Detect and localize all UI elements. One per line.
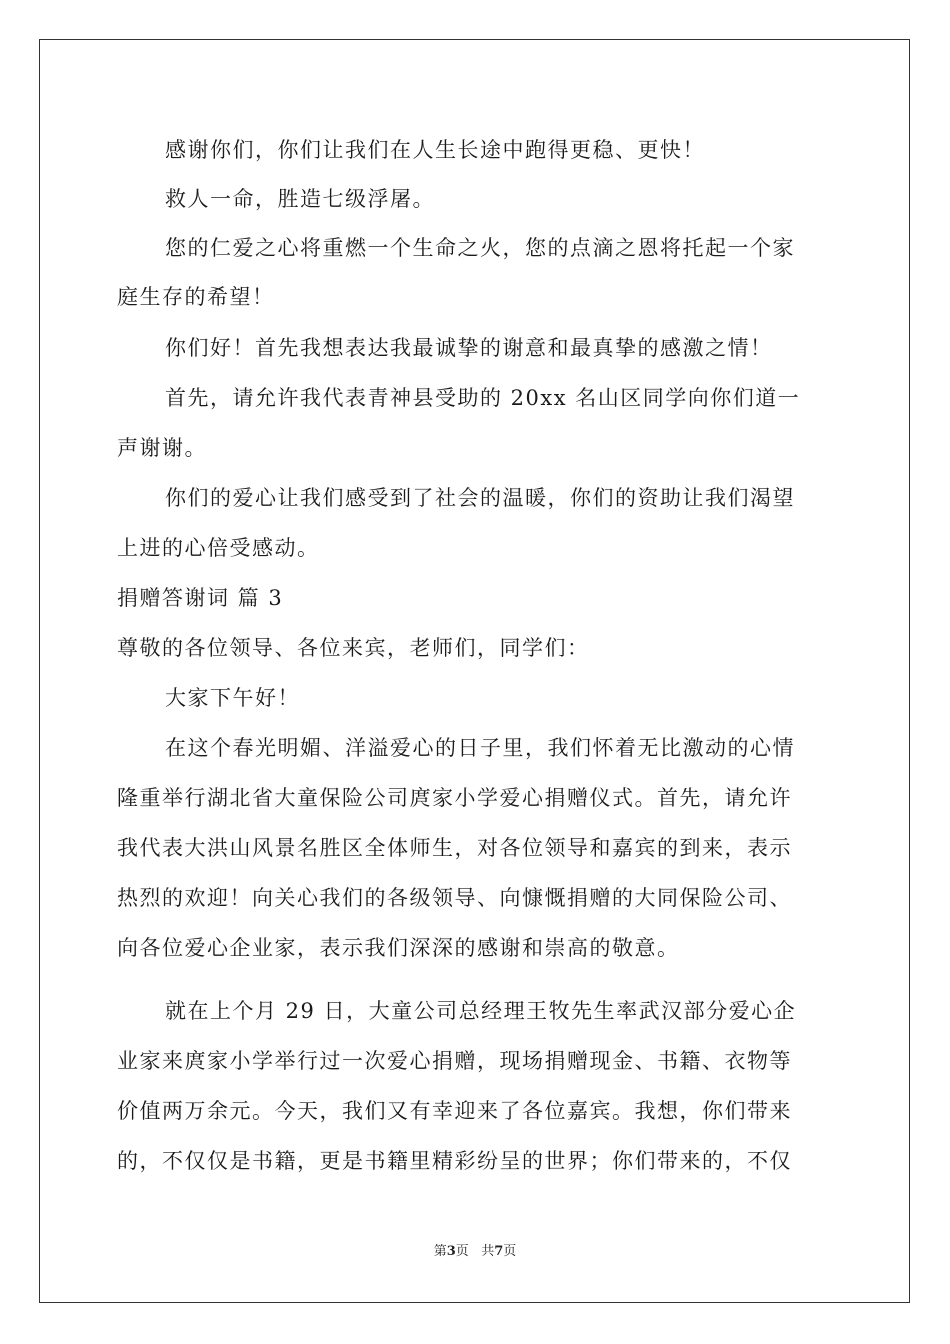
paragraph-line: 价值两万余元。今天，我们又有幸迎来了各位嘉宾。我想，你们带来 [117,1099,792,1123]
total-pages: 7 [494,1244,504,1259]
paragraph-line: 救人一命，胜造七级浮屠。 [165,187,435,211]
paragraph-line: 你们好！首先我想表达我最诚挚的谢意和最真挚的感激之情！ [165,336,773,360]
paragraph-line: 业家来庹家小学举行过一次爱心捐赠，现场捐赠现金、书籍、衣物等 [117,1049,792,1073]
page-prefix: 第 [433,1244,447,1259]
salutation: 尊敬的各位领导、各位来宾，老师们，同学们： [117,636,590,660]
paragraph-line: 你们的爱心让我们感受到了社会的温暖，你们的资助让我们渴望 [165,486,795,510]
section-heading: 捐赠答谢词 篇 3 [117,586,284,610]
total-prefix: 共 [481,1244,495,1259]
paragraph-line: 您的仁爱之心将重燃一个生命之火，您的点滴之恩将托起一个家 [165,236,795,260]
paragraph-line: 首先，请允许我代表青神县受助的 20xx 名山区同学向你们道一 [165,386,801,410]
paragraph-line: 上进的心倍受感动。 [117,536,320,560]
paragraph-line: 感谢你们，你们让我们在人生长途中跑得更稳、更快！ [165,138,705,162]
paragraph-line: 向各位爱心企业家，表示我们深深的感谢和崇高的敬意。 [117,936,680,960]
total-suffix: 页 [503,1244,517,1259]
paragraph-line: 庭生存的希望！ [117,285,275,309]
paragraph-line: 我代表大洪山风景名胜区全体师生，对各位领导和嘉宾的到来，表示 [117,836,792,860]
paragraph-line: 在这个春光明媚、洋溢爱心的日子里，我们怀着无比激动的心情 [165,736,795,760]
paragraph-line: 声谢谢。 [117,436,207,460]
page-number: 3 [446,1244,456,1259]
page-suffix: 页 [455,1244,469,1259]
paragraph-line: 热烈的欢迎！向关心我们的各级领导、向慷慨捐赠的大同保险公司、 [117,886,792,910]
paragraph-line: 隆重举行湖北省大童保险公司庹家小学爱心捐赠仪式。首先，请允许 [117,786,792,810]
page-footer [0,1243,950,1261]
greeting: 大家下午好！ [165,686,300,710]
paragraph-line: 就在上个月 29 日，大童公司总经理王牧先生率武汉部分爱心企 [165,999,797,1023]
paragraph-line: 的，不仅仅是书籍，更是书籍里精彩纷呈的世界；你们带来的，不仅 [117,1149,792,1173]
